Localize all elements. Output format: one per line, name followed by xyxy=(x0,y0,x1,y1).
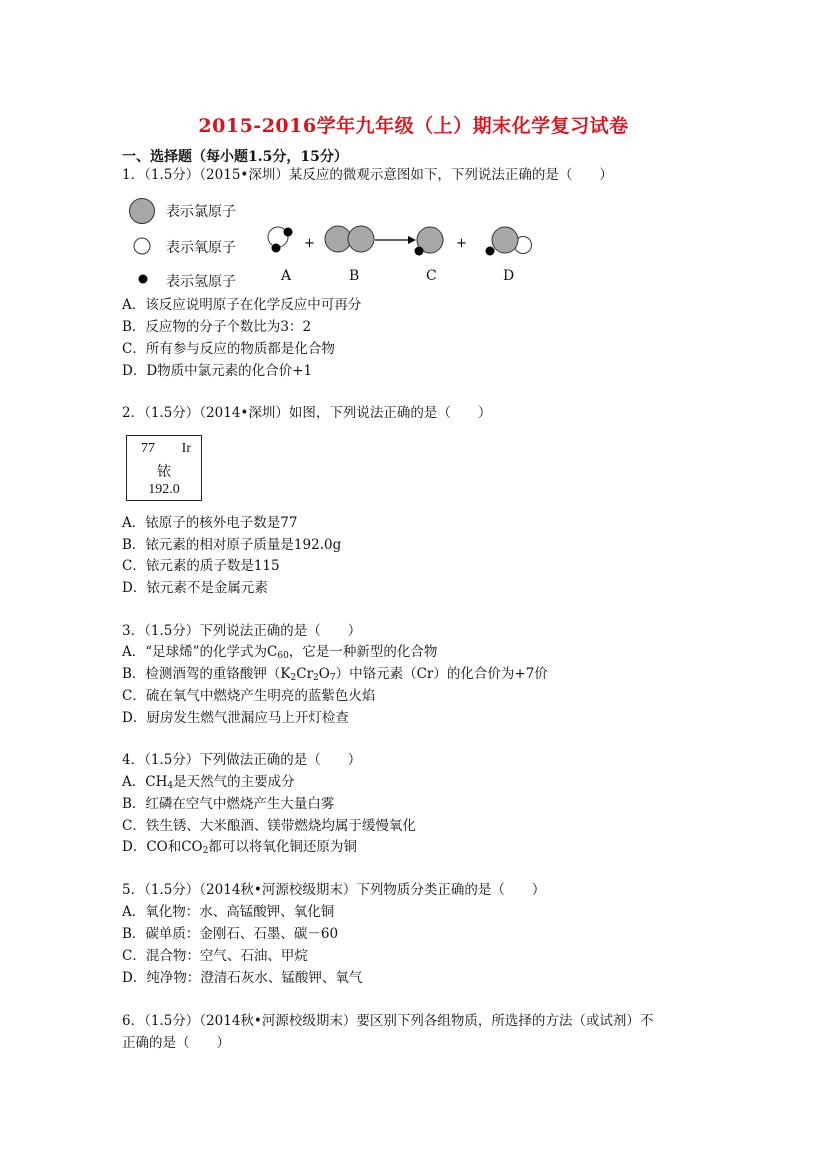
q3-option-b: B．检测酒驾的重铬酸钾$(K_2Cr_2O_7)$中铬元素（Cr）的化合价为+7价 xyxy=(122,666,548,683)
q3-stem: 3．（1.5分）下列说法正确的是（ ） xyxy=(122,623,362,639)
q4-option-b: B．红磷在空气中燃烧产生大量白雾 xyxy=(122,796,335,812)
q1-stem: 1．（1.5分）（2015•深圳）某反应的微观示意图如下，下列说法正确的是（ ） xyxy=(122,167,613,183)
atomic-number: 77 xyxy=(141,441,155,456)
q1-option-b: B．反应物的分子个数比为3：2 xyxy=(122,319,312,335)
periodic-table-cell xyxy=(126,435,202,501)
legend-hydrogen: 表示氢原子 xyxy=(166,274,236,290)
molecule-label-a: A xyxy=(281,268,292,284)
q4-option-c: C．铁生锈、大米酿酒、镁带燃烧均属于缓慢氧化 xyxy=(122,818,416,834)
atomic-mass: 192.0 xyxy=(148,482,180,497)
chlorine-atom-icon xyxy=(128,197,156,225)
element-name: 铱 xyxy=(157,465,171,480)
page-title: 2015-2016学年九年级（上）期末化学复习试卷 xyxy=(198,115,629,137)
reaction-diagram xyxy=(260,222,540,292)
q2-option-a: A．铱原子的核外电子数是77 xyxy=(122,515,298,531)
molecule-label-d: D xyxy=(503,268,515,284)
q1-option-c: C．所有参与反应的物质都是化合物 xyxy=(122,341,335,357)
molecule-a-icon xyxy=(268,227,293,253)
q4-option-a: A．$CH_4$是天然气的主要成分 xyxy=(122,774,295,791)
plus-sign: + xyxy=(304,236,315,251)
q4-option-d: D．CO和$CO_2$都可以将氧化铜还原为铜 xyxy=(122,839,357,856)
legend-chlorine: 表示氯原子 xyxy=(166,204,236,220)
q5-option-d: D．纯净物：澄清石灰水、锰酸钾、氧气 xyxy=(122,970,363,986)
q5-option-c: C．混合物：空气、石油、甲烷 xyxy=(122,948,308,964)
element-symbol: Ir xyxy=(181,441,191,456)
molecule-label-c: C xyxy=(426,268,437,284)
hydrogen-atom-icon xyxy=(137,273,149,285)
q1-option-d: D．D物质中氯元素的化合价+1 xyxy=(122,363,313,379)
q3-option-a: A．“足球烯”的化学式为$C_{60}$，它是一种新型的化合物 xyxy=(122,644,438,661)
molecule-b-icon xyxy=(325,226,374,252)
q5-option-b: B．碳单质：金刚石、石墨、碳－60 xyxy=(122,926,339,942)
section-heading: 一、选择题（每小题1.5分，15分） xyxy=(122,149,348,165)
q2-option-c: C．铱元素的质子数是115 xyxy=(122,558,280,574)
molecule-c-icon xyxy=(415,227,444,256)
q2-stem: 2．（1.5分）（2014•深圳）如图，下列说法正确的是（ ） xyxy=(122,405,492,421)
q3-option-c: C．硫在氧气中燃烧产生明亮的蓝紫色火焰 xyxy=(122,688,376,704)
q1-option-a: A．该反应说明原子在化学反应中可再分 xyxy=(122,297,362,313)
q4-stem: 4．（1.5分）下列做法正确的是（ ） xyxy=(122,752,362,768)
q6-stem-line1: 6．（1.5分）（2014秋•河源校级期末）要区别下列各组物质，所选择的方法（或试剂）不 xyxy=(122,1013,654,1029)
molecule-d-icon xyxy=(486,227,532,256)
q6-stem-line2: 正确的是（ ） xyxy=(122,1035,230,1051)
q5-stem: 5．（1.5分）（2014秋•河源校级期末）下列物质分类正确的是（ ） xyxy=(122,882,546,898)
plus-sign: + xyxy=(456,236,467,251)
q3-option-d: D．厨房发生燃气泄漏应马上开灯检查 xyxy=(122,710,349,726)
molecule-label-b: B xyxy=(349,268,360,284)
q2-option-b: B．铱元素的相对原子质量是192.0g xyxy=(122,537,342,553)
oxygen-atom-icon xyxy=(133,237,153,257)
legend-oxygen: 表示氧原子 xyxy=(166,240,236,256)
q5-option-a: A．氧化物：水、高锰酸钾、氧化铜 xyxy=(122,904,335,920)
reaction-arrow-icon xyxy=(375,236,416,244)
q2-option-d: D．铱元素不是金属元素 xyxy=(122,580,268,596)
